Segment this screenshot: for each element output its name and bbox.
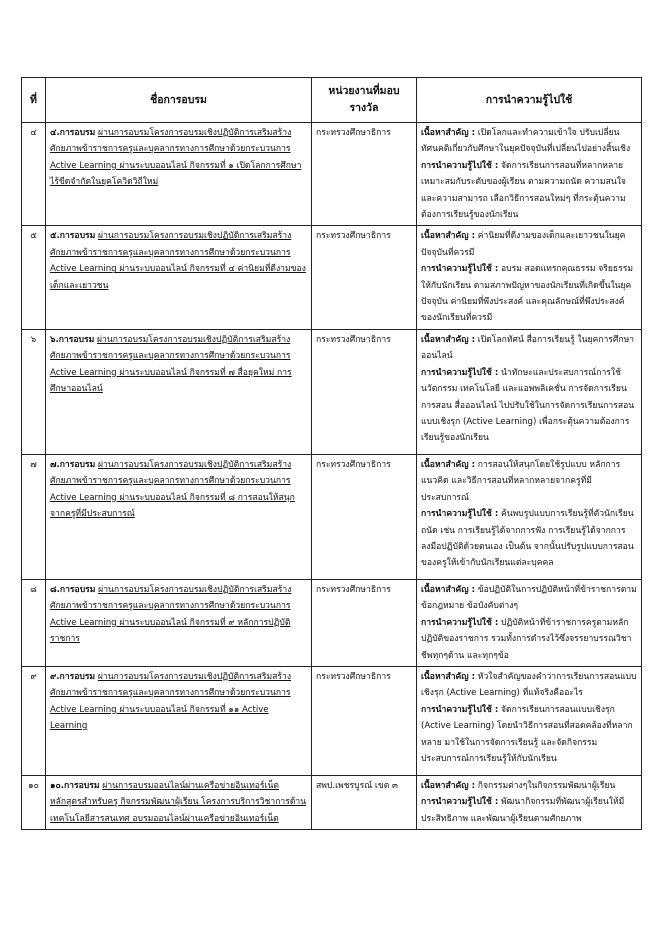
application-cell: [417, 123, 642, 226]
application-cell: [417, 579, 642, 666]
apply-text: อบรม สอดแทรกคุณธรรม จริยธรรม ให้กับนักเรียน ตามสภาพปัญหาของนักเรียนที่เกิดขึ้นในยุคปัจจุบัน ค่านิยมที่พึงประสงค์ และคุณลักษณ์ที่พึงประสงค์ของนักเรียนที่ควรมี: [421, 264, 634, 324]
application-cell: [417, 226, 642, 329]
training-name: [46, 123, 312, 226]
apply-text: นำทักษะและประสบการณ์การใช้นวัตกรรม เทคโนโลยี และแอพพลิเคชั่น การจัดการเรียนการสอน สื่อออนไลน์ ไปปรับใช้ในการจัดการเรียนการสอนแบบเชิงรุก (Active Learning) เพื่อกระตุ้นความต้องการเรียนรู้ของนักเรียน: [421, 367, 635, 444]
content-label: เนื้อหาสำคัญ :: [421, 780, 476, 791]
row-number: ๙: [22, 666, 46, 775]
content-label: เนื้อหาสำคัญ :: [421, 584, 476, 595]
training-title-label: ๘.การอบรม: [50, 584, 96, 595]
header-agency: หน่วยงานที่มอบรางวัล: [312, 78, 417, 123]
training-name: [46, 329, 312, 454]
training-title-label: ๕.การอบรม: [50, 231, 96, 242]
application-cell: [417, 454, 642, 579]
content-label: เนื้อหาสำคัญ :: [421, 128, 476, 138]
apply-text: จัดการเรียนการสอนแบบเชิงรุก (Active Learning) โดยนำวิธีการสอนที่สอดคล้องที่หลากหลาย มาใช้ในการจัดการเรียนรู้ และจัดกิจกรรมประสบการณ์การเรียนรู้ให้กับนักเรียน: [421, 704, 633, 764]
training-title: ผ่านการอบรมโครงการอบรมเชิงปฏิบัติการเสริมสร้างศักยภาพข้าราชการครูและบุคลากรทางการศึกษาด้วยกระบวนการ Active Learning ผ่านระบบออนไลน์ กิจกรรมที่ ๗ สื่อยุคใหม่ การศึกษาออนไลน์: [50, 334, 292, 395]
header-application: การนำความรู้ไปใช้: [417, 78, 642, 123]
training-title: ผ่านการอบรมโครงการอบรมเชิงปฏิบัติการเสริมสร้างศักยภาพข้าราชการครูและบุคลากรทางการศึกษาด้วยกระบวนการ Active Learning ผ่านระบบออนไลน์ กิจกรรมที่ ๘ การสอนให้สนุกจากครูที่มีประสบการณ์: [50, 459, 295, 520]
training-title-label: ๗.การอบรม: [50, 459, 96, 470]
application-cell: [417, 666, 642, 775]
training-name: [46, 775, 312, 829]
training-table: [21, 77, 642, 830]
row-number: ๑๐: [22, 775, 46, 829]
content-label: เนื้อหาสำคัญ :: [421, 231, 476, 242]
header-name: ชื่อการอบรม: [46, 78, 312, 123]
content-label: เนื้อหาสำคัญ :: [421, 671, 476, 682]
table-row: [22, 454, 642, 579]
content-text: หัวใจสำคัญของคำว่าการเรียนการสอนแบบเชิงรุก (Active Learning) ที่แท้จริงคืออะไร: [421, 671, 637, 699]
apply-label: การนำความรู้ไปใช้ :: [421, 617, 499, 628]
training-title: ผ่านการอบรมออนไลน์ผ่านเครือข่ายอินเทอร์เน็ต หลักสูตรสำหรับครู กิจกรรมพัฒนาผู้เรียน โครงการบริการวิชาการด้านเทคโนโลยีสารสนเทศ อบรมออนไลน์ผ่านเครือข่ายอินเทอร์เน็ต: [50, 780, 307, 824]
training-name: [46, 579, 312, 666]
row-number: ๕: [22, 226, 46, 329]
content-label: เนื้อหาสำคัญ :: [421, 459, 476, 470]
content-text: เปิดโลกทัศน์ สื่อการเรียนรู้ ในยุคการศึกษาออนไลน์: [421, 334, 635, 362]
training-title-label: ๑๐.การอบรม: [50, 780, 100, 791]
apply-label: การนำความรู้ไปใช้ :: [421, 704, 499, 715]
row-number: ๔: [22, 123, 46, 226]
training-name: [46, 666, 312, 775]
table-row: [22, 579, 642, 666]
header-no: ที่: [22, 78, 46, 123]
agency: กระทรวงศึกษาธิการ: [312, 226, 417, 329]
content-text: ข้อปฏิบัติในการปฏิบัติหน้าที่ข้าราชการตามข้อกฎหมาย ข้อบังคับต่างๆ: [421, 584, 637, 612]
training-title: ผ่านการอบรมโครงการอบรมเชิงปฏิบัติการเสริมสร้างศักยภาพข้าราชการครูและบุคลากรทางการศึกษาด้วยกระบวนการ Active Learning ผ่านระบบออนไลน์ กิจกรรมที่ ๙ หลักการปฏิบัติราชการ: [50, 584, 292, 645]
row-number: ๖: [22, 329, 46, 454]
row-number: ๗: [22, 454, 46, 579]
apply-label: การนำความรู้ไปใช้ :: [421, 367, 499, 378]
training-title-label: ๖.การอบรม: [50, 334, 95, 345]
apply-label: การนำความรู้ไปใช้ :: [421, 509, 499, 520]
apply-label: การนำความรู้ไปใช้ :: [421, 264, 499, 275]
training-title-label: ๙.การอบรม: [50, 671, 96, 682]
agency: กระทรวงศึกษาธิการ: [312, 579, 417, 666]
training-title-label: ๔.การอบรม: [50, 128, 96, 138]
application-cell: [417, 775, 642, 829]
content-text: กิจกรรมต่างๆในกิจกรรมพัฒนาผู้เรียน: [477, 780, 616, 791]
agency: กระทรวงศึกษาธิการ: [312, 666, 417, 775]
agency: สพป.เพชรบูรณ์ เขต ๓: [312, 775, 417, 829]
table-header-row: [22, 78, 642, 123]
content-label: เนื้อหาสำคัญ :: [421, 334, 476, 345]
agency: กระทรวงศึกษาธิการ: [312, 454, 417, 579]
table-row: [22, 226, 642, 329]
apply-text: จัดการเรียนการสอนที่หลากหลายเหมาะสมกับระดับของผู้เรียน ตามความถนัด ความสนใจ และความสามารถ เลือกวิธีการสอนใหม่ๆ ที่กระตุ้นความต้องการเรียนรู้ของนักเรียน: [421, 160, 626, 221]
content-text: ค่านิยมที่ดีงามของเด็กและเยาวชนในยุคปัจจุบันที่ควรมี: [421, 231, 626, 258]
content-text: การสอนให้สนุกโดยใช้รูปแบบ หลักการ แนวคิด และวิธีการสอนที่หลากหลายจากครูที่มีประสบการณ์: [421, 459, 621, 503]
apply-text: ปฏิบัติหน้าที่ข้าราชการครูตามหลักปฏิบัติของราชการ รวมทั้งการดำรงไว้ซึ่งจรรยาบรรณวิชาชีพทุกๆด้าน และทุกๆข้อ: [421, 617, 632, 661]
apply-text: ค้นพบรูปแบบการเรียนรู้ที่ตัวนักเรียนถนัด เช่น การเรียนรู้ได้จากการฟัง การเรียนรู้ได้จากการลงมือปฏิบัติด้วยตนเอง เป็นต้น จากนั้นปรับรูปแบบการสอนของครูให้เข้ากับนักเรียนแต่ละบุคคล: [421, 509, 634, 569]
table-row: [22, 666, 642, 775]
agency: กระทรวงศึกษาธิการ: [312, 329, 417, 454]
table-row: [22, 775, 642, 829]
training-title: ผ่านการอบรมโครงการอบรมเชิงปฏิบัติการเสริมสร้างศักยภาพข้าราชการครูและบุคลากรทางการศึกษาด้วยกระบวนการ Active Learning ผ่านระบบออนไลน์ กิจกรรมที่ ๑ เปิดโลกการศึกษาไร้ขีดจำกัดในยุคโควิดวิถีใหม่: [50, 128, 302, 188]
apply-label: การนำความรู้ไปใช้ :: [421, 160, 499, 171]
content-text: เปิดโลกและทำความเข้าใจ ปรับเปลี่ยนทัศนคติเกี่ยวกับศึกษาในยุคปัจจุบันที่เปลี่ยนไปอย่างสิ้นเชิง: [421, 128, 631, 155]
agency: กระทรวงศึกษาธิการ: [312, 123, 417, 226]
table-row: [22, 123, 642, 226]
apply-text: พัฒนากิจกรรมที่พัฒนาผู้เรียนให้มีประสิทธิภาพ และพัฒนาผู้เรียนตามศักยภาพ: [421, 797, 625, 824]
application-cell: [417, 329, 642, 454]
training-name: [46, 454, 312, 579]
table-row: [22, 329, 642, 454]
training-title: ผ่านการอบรมโครงการอบรมเชิงปฏิบัติการเสริมสร้างศักยภาพข้าราชการครูและบุคลากรทางการศึกษาด้วยกระบวนการ Active Learning ผ่านระบบออนไลน์ กิจกรรมที่ ๑๑ Active Learning: [50, 671, 292, 732]
apply-label: การนำความรู้ไปใช้ :: [421, 797, 499, 808]
training-name: [46, 226, 312, 329]
row-number: ๘: [22, 579, 46, 666]
training-title: ผ่านการอบรมโครงการอบรมเชิงปฏิบัติการเสริมสร้างศักยภาพข้าราชการครูและบุคลากรทางการศึกษาด้วยกระบวนการ Active Learning ผ่านระบบออนไลน์ กิจกรรมที่ ๔ ค่านิยมที่ดีงามของเด็กและเยาวชน: [50, 231, 306, 291]
